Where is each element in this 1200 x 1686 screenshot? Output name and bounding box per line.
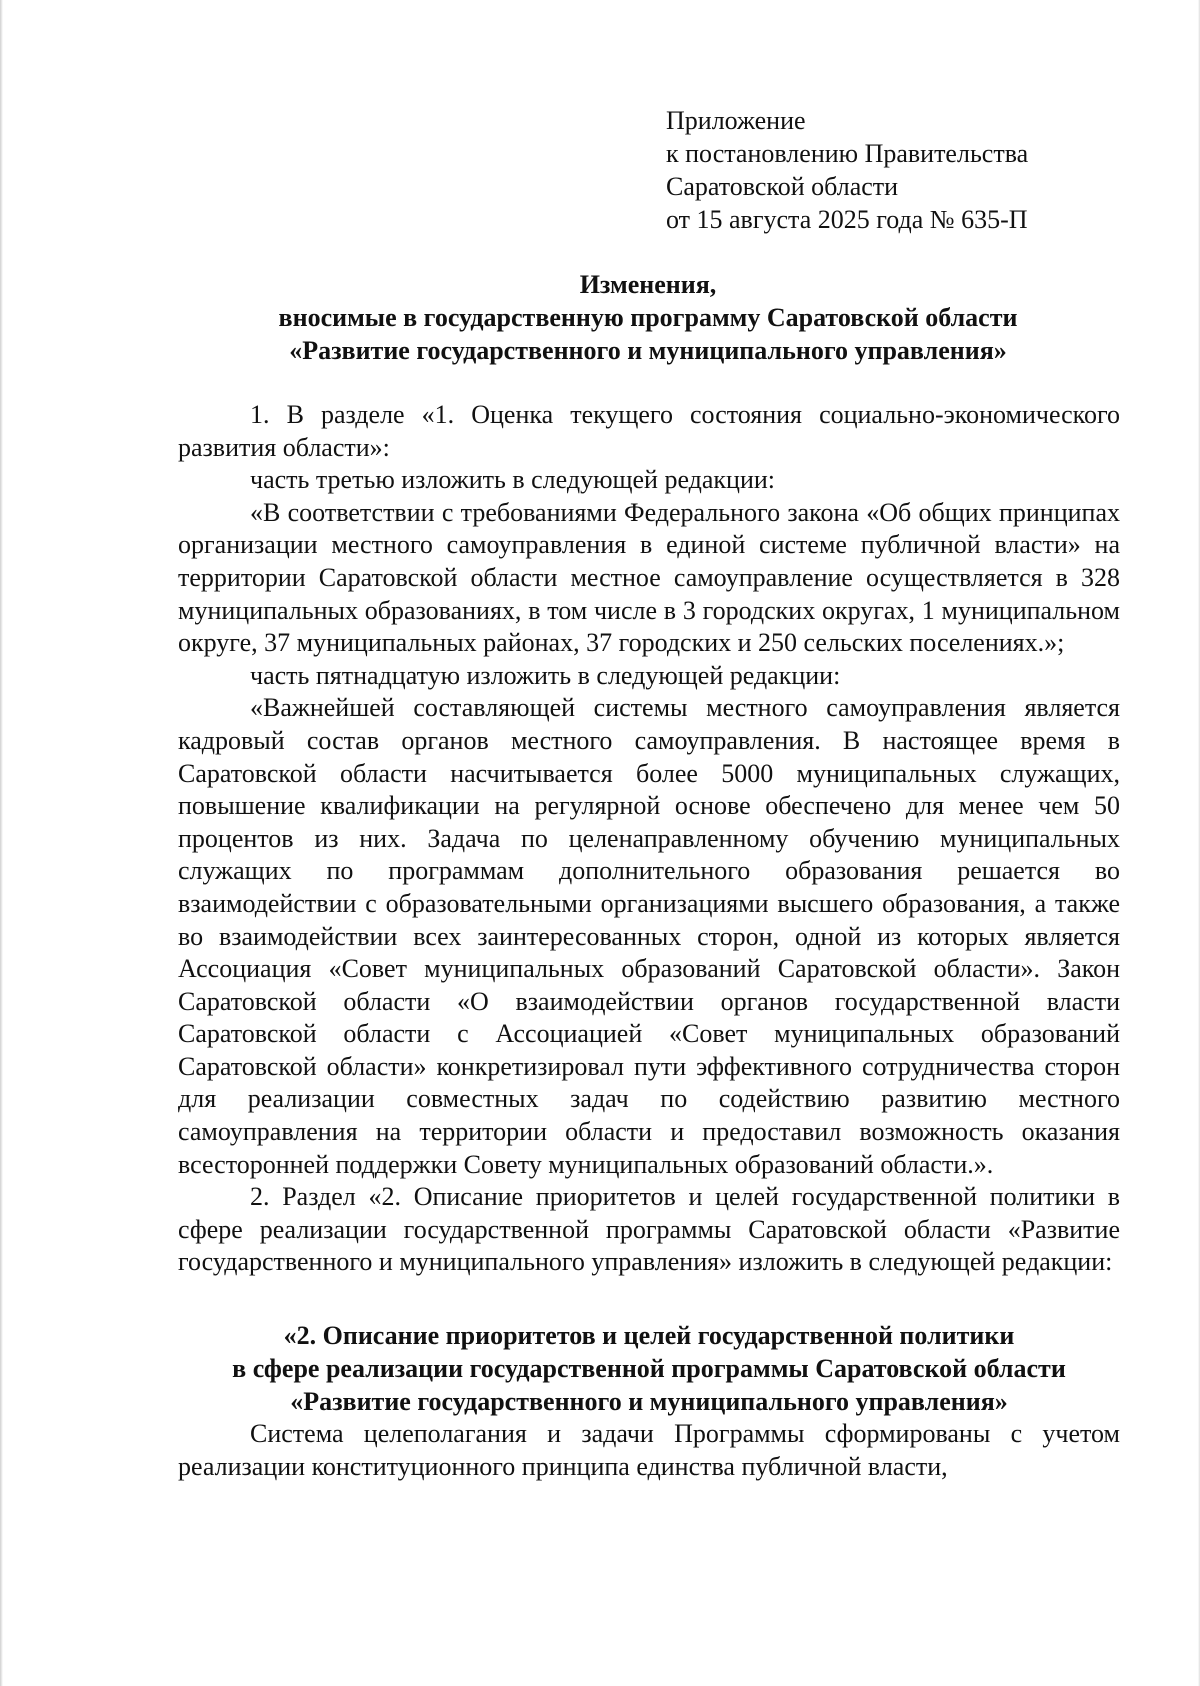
appendix-block (666, 104, 1146, 236)
paragraph: часть третью изложить в следующей редакции: (250, 465, 776, 495)
scan-edge-left (0, 0, 3, 1686)
section-heading-line: «2. Описание приоритетов и целей государственной политики (283, 1321, 1015, 1351)
section-heading-line: «Развитие государственного и муниципального управления» (290, 1387, 1008, 1417)
paragraph: «В соответствии с требованиями Федерального закона «Об общих принципах организации местного самоуправления в единой системе публичной власти» на территории Саратовской области местное самоуправление осуществляется в 328 муниципальных образованиях, в том числе в 3 городских округах, 1 муниципальном округе, 37 муниципальных районах, 37 городских и 250 сельских поселениях.»; (178, 497, 1120, 658)
paragraph: Система целеполагания и задачи Программы сформированы с учетом реализации конституционного принципа единства публичной власти, (178, 1419, 1120, 1481)
appendix-line: от 15 августа 2025 года № 635-П (666, 205, 1028, 234)
title-line: вносимые в государственную программу Саратовской области (278, 303, 1018, 332)
appendix-line: Приложение (666, 106, 806, 135)
document-body (178, 399, 1120, 1483)
section-heading-line: в сфере реализации государственной программы Саратовской области (232, 1354, 1066, 1384)
section-heading (178, 1319, 1120, 1418)
document-title (178, 268, 1118, 367)
title-line: «Развитие государственного и муниципального управления» (289, 336, 1007, 365)
title-line: Изменения, (579, 270, 717, 299)
paragraph: 1. В разделе «1. Оценка текущего состояния социально-экономического развития области»: (178, 400, 1120, 462)
paragraph: 2. Раздел «2. Описание приоритетов и целей государственной политики в сфере реализации государственной программы Саратовской области «Развитие государственного и муниципального управления» изложить в следующей редакции: (178, 1182, 1120, 1277)
appendix-line: Саратовской области (666, 172, 899, 201)
appendix-line: к постановлению Правительства (666, 139, 1029, 168)
paragraph: «Важнейшей составляющей системы местного самоуправления является кадровый состав органов местного самоуправления. В настоящее время в Саратовской области насчитывается более 5000 муниципальных служащих, повышение квалификации на регулярной основе обеспечено для менее чем 50 процентов из них. Задача по целенаправленному обучению муниципальных служащих по программам дополнительного образования решается во взаимодействии с образовательными организациями высшего образования, а также во взаимодействии всех заинтересованных сторон, одной из которых является Ассоциация «Совет муниципальных образований Саратовской области». Закон Саратовской области «О взаимодействии органов государственной власти Саратовской области с Ассоциацией «Совет муниципальных образований Саратовской области» конкретизировал пути эффективного сотрудничества сторон для реализации совместных задач по содействию развитию местного самоуправления на территории области и предоставил возможность оказания всесторонней поддержки Совету муниципальных образований области.». (178, 693, 1120, 1179)
paragraph: часть пятнадцатую изложить в следующей редакции: (250, 660, 841, 690)
